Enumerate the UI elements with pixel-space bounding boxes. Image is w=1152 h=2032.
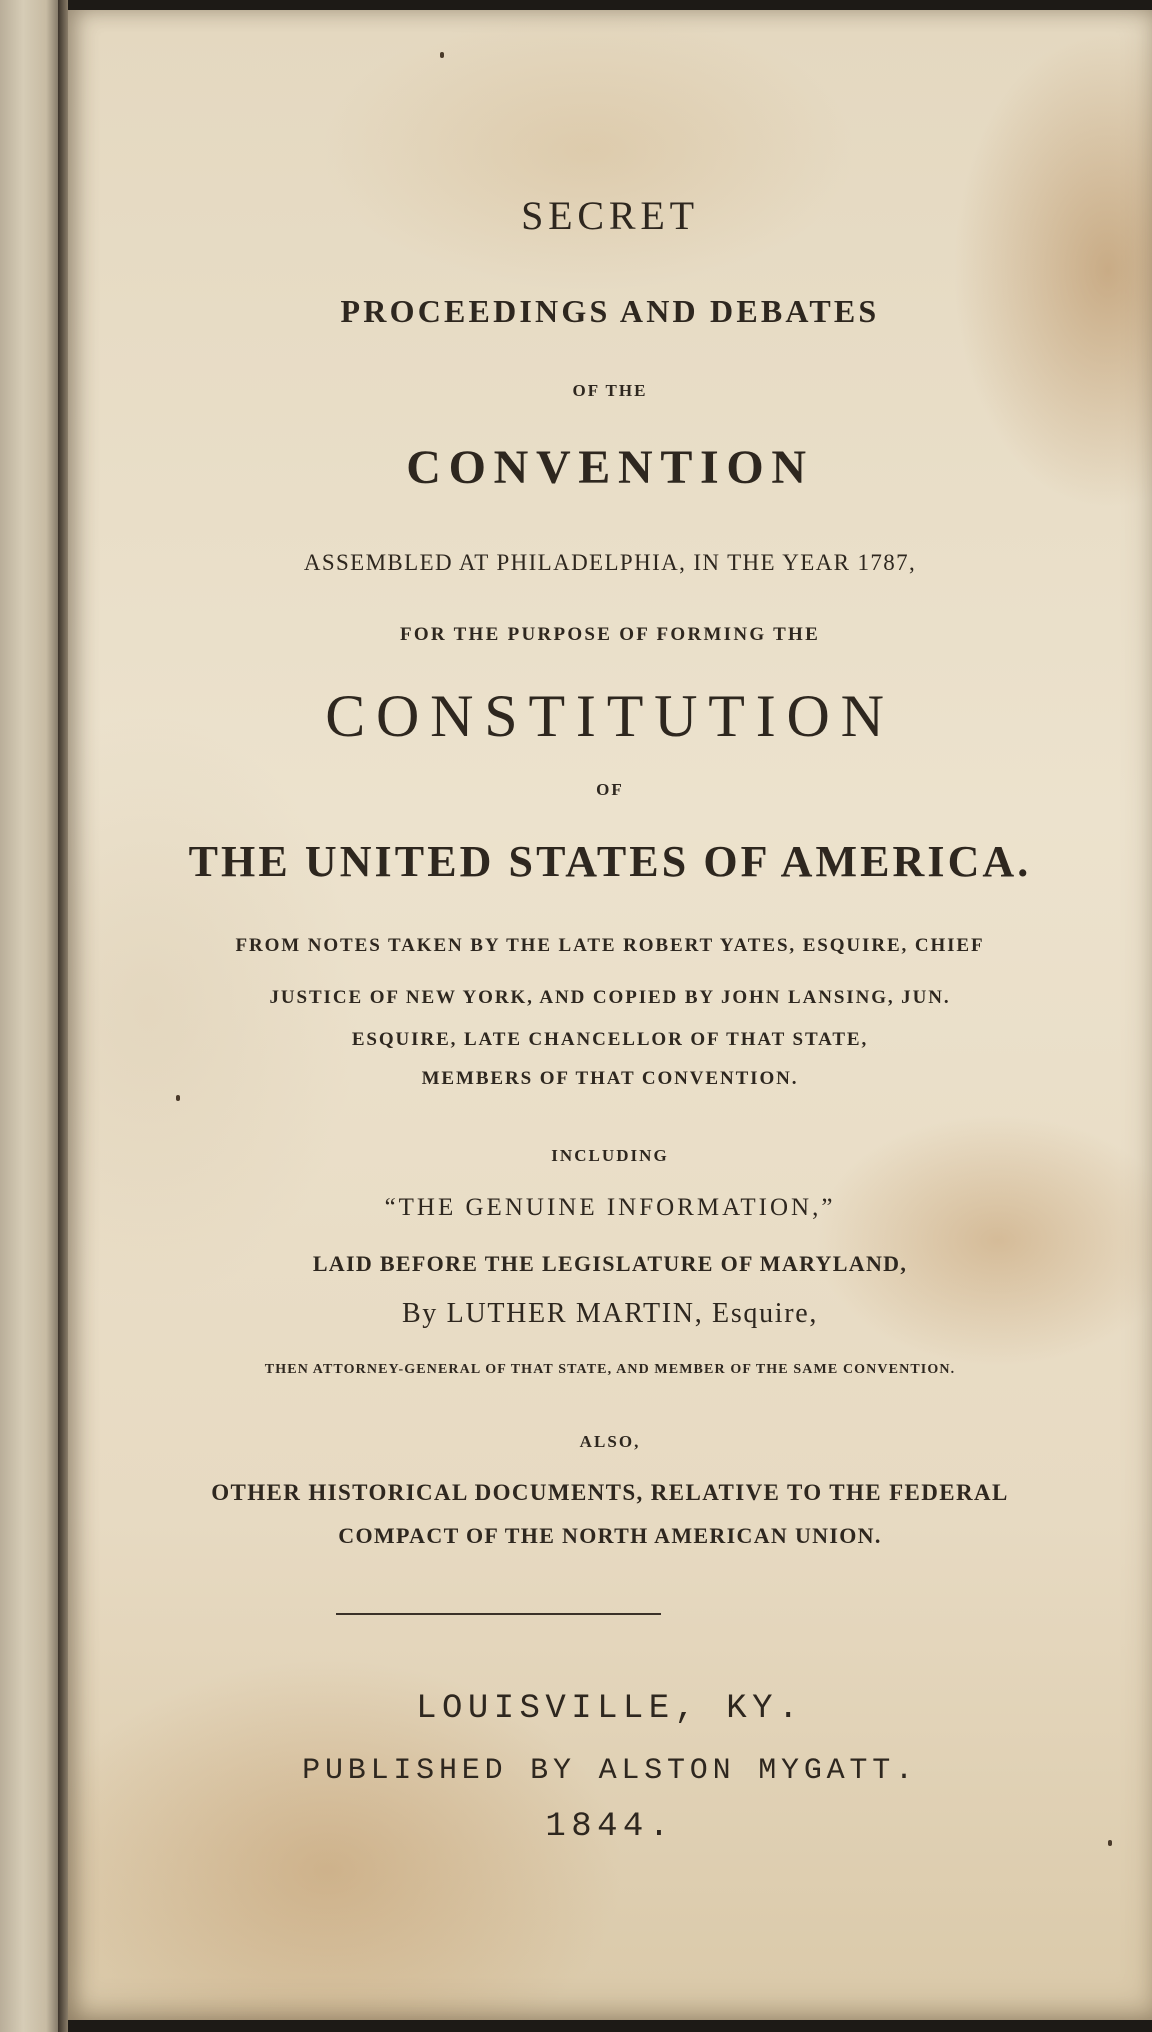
title-convention: CONVENTION [406, 441, 814, 494]
title-proceedings-debates: PROCEEDINGS AND DEBATES [340, 293, 880, 329]
notes-line-3: ESQUIRE, LATE CHANCELLOR OF THAT STATE, [351, 1029, 869, 1050]
maryland-line: LAID BEFORE THE LEGISLATURE OF MARYLAND, [312, 1251, 908, 1276]
also-line: ALSO, [579, 1432, 641, 1451]
book-gutter [58, 0, 68, 2032]
notes-line-1: FROM NOTES TAKEN BY THE LATE ROBERT YATES, ESQUIRE, CHIEF [235, 935, 985, 956]
compact-line: COMPACT OF THE NORTH AMERICAN UNION. [338, 1523, 882, 1548]
imprint-publisher: PUBLISHED BY ALSTON MYGATT. [302, 1754, 918, 1788]
title-of-the: OF THE [572, 381, 648, 400]
historical-documents-line: OTHER HISTORICAL DOCUMENTS, RELATIVE TO THE FEDERAL [211, 1480, 1009, 1505]
paper-speck [1108, 1840, 1112, 1846]
notes-line-4: MEMBERS OF THAT CONVENTION. [421, 1068, 799, 1089]
imprint-place: LOUISVILLE, KY. [416, 1690, 804, 1728]
title-page [68, 10, 1152, 2020]
title-word-secret: SECRET [521, 193, 699, 238]
paper-speck [440, 52, 444, 58]
notes-line-2: JUSTICE OF NEW YORK, AND COPIED BY JOHN LANSING, JUN. [269, 987, 951, 1008]
including-line: INCLUDING [551, 1146, 669, 1165]
genuine-information-line: “THE GENUINE INFORMATION,” [384, 1194, 836, 1221]
book-binding-edge [0, 0, 66, 2032]
paper-speck [176, 1095, 180, 1101]
attorney-general-line: THEN ATTORNEY-GENERAL OF THAT STATE, AND MEMBER OF THE SAME CONVENTION. [264, 1362, 956, 1377]
assembled-line: ASSEMBLED AT PHILADELPHIA, IN THE YEAR 1787, [303, 550, 917, 575]
purpose-line: FOR THE PURPOSE OF FORMING THE [399, 624, 821, 645]
title-of: OF [596, 780, 624, 799]
imprint-year: 1844. [545, 1808, 675, 1846]
title-united-states: THE UNITED STATES OF AMERICA. [188, 837, 1032, 886]
title-constitution: CONSTITUTION [325, 683, 895, 749]
luther-martin-line: By LUTHER MARTIN, Esquire, [401, 1298, 819, 1329]
divider-rule [336, 1613, 661, 1615]
